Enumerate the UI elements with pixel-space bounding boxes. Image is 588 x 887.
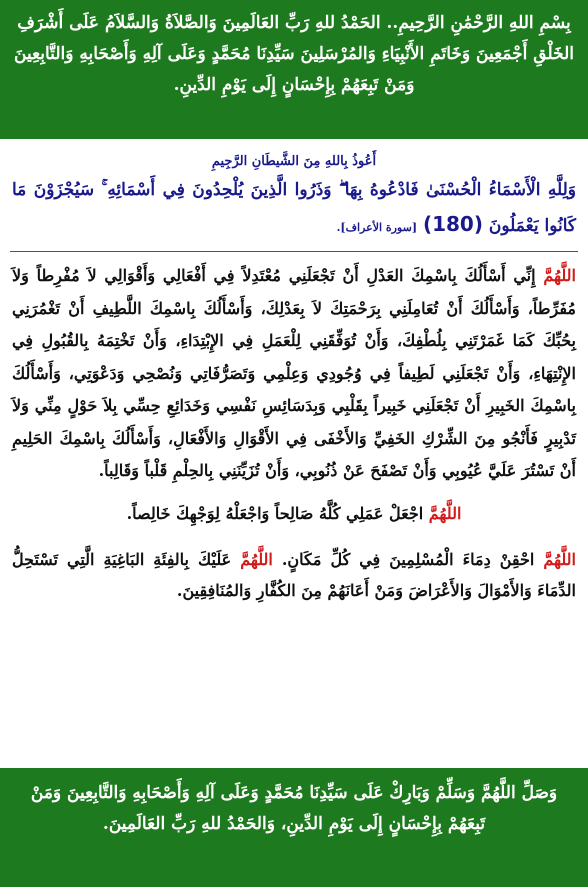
footer-box [0,768,588,887]
dua-third-text-a: احْقِنْ دِمَاءَ الْمُسْلِمِينَ فِي كُلِّ مَكَانٍ. [281,550,535,569]
dua-main [0,260,588,488]
header-text: بِسْمِ اللهِ الرَّحْمَٰنِ الرَّحِيمِ.. الحَمْدُ للهِ رَبِّ العَالَمِينَ وَالصَّلاَةُ وَالسَّلاَمُ عَلَى أَشْرَفِ الخَلْقِ أَجْمَعِينَ وَخَاتَمِ الأَنْبِيَاءِ وَالمُرْسَلِينَ سَيِّدِنَا مُحَمَّدٍ وَعَلَى آلِهِ وَأَصْحَابِهِ وَالتَّابِعِينَ وَمَنْ تَبِعَهُمْ بِإِحْسَانٍ إِلَى يَوْمِ الدِّينِ. [14,13,574,95]
header-box [0,0,588,139]
verse-number: (180) [422,212,483,236]
istiadha-line: أَعُوذُ بِاللهِ مِنَ الشَّيطَانِ الرَّجِيمِ [211,154,377,169]
dua-third [0,544,588,606]
verse-reference: [سورة الأعراف]. [336,221,418,234]
dua-third-text-b: عَلَيْكَ بِالفِئَةِ البَاغِيَةِ الَّتِي تَسْتَحِلُّ الدِّمَاءَ وَالأَمْوَالَ وَالأَعْرَاضَ وَمَنْ أَعَانَهُمْ مِنَ الكُفَّارِ وَالمُنَافِقِينَ. [12,550,576,600]
footer-text: وَصَلِّ اللَّهُمَّ وَسَلِّمْ وَبَارِكْ عَلَى سَيِّدِنَا مُحَمَّدٍ وَعَلَى آلِهِ وَأَصْحَابِهِ وَالتَّابِعِينَ وَمَنْ تَبِعَهُمْ بِإِحْسَانٍ إِلَى يَوْمِ الدِّينِ، وَالحَمْدُ للهِ رَبِّ العَالَمِينَ. [30,783,558,834]
divider [10,251,578,252]
dua-main-opening: اللَّهُمَّ [543,266,576,285]
dua-main-text: إِنِّي أَسْأَلُكَ بِاسْمِكَ العَدْلِ أَنْ تَجْعَلَنِي مُعْتَدِلاً فِي أَفْعَالِي وَأَقْوَالِي لاَ مُفْرِطاً وَلاَ مُفَرِّطاً، وَأَسْأَلُكَ أَنْ تُعَامِلَنِي بِرَحْمَتِكَ لاَ بِعَدْلِكَ، وَأَسْأَلُكَ بِاسْمِكَ اللَّطِيفِ أَنْ تَغْمُرَنِي بِحُبِّكَ كَمَا غَمَرْتَنِي بِلُطْفِكَ، وَأَنْ تُوَفِّقَنِي لِلْعَمَلِ فِي الإِبْتِدَاءِ، وَأَنْ تَخْتِمَهُ بِالقُبُولِ فِي الإِنْتِهَاءِ، وَأَنْ تَجْعَلَنِي لَطِيفاً فِي وُجُودِي وَعِلْمِي وَتَصَرُّفَاتِي وَنُصْحِي وَدَعْوَتِي، وَأَسْأَلُكَ بِاسْمِكَ الخَبِيرِ أَنْ تَجْعَلَنِي خَبِيراً بِقَلْبِي وَبِدَسَائِسِ نَفْسِي وَخَدَائِعِ حِسِّي بِلاَ حَوْلٍ مِنِّي وَلاَ تَدْبِيرٍ فَأَنْجُو مِنَ الشِّرْكِ الخَفِيِّ وَالأَخْفَى فِي الأَقْوَالِ وَالأَفْعَالِ، وَأَسْأَلُكَ بِاسْمِكَ الحَلِيمِ أَنْ تَسْتُرَ عَلَيَّ عُيُوبِي وَأَنْ تَصْفَحَ عَنْ ذُنُوبِي، وَأَنْ تُزَيِّنَنِي بِالحِلْمِ قَلْباً وَقَالِباً. [12,266,576,480]
verse-block [0,173,588,245]
dua-second [0,498,588,531]
verse-text: وَلِلَّهِ الْأَسْمَاءُ الْحُسْنَىٰ فَادْعُوهُ بِهَا ۖ وَذَرُوا الَّذِينَ يُلْحِدُونَ فِي أَسْمَائِهِ ۚ سَيُجْزَوْنَ مَا كَانُوا يَعْمَلُونَ [12,180,576,236]
dua-third-opening-b: اللَّهُمَّ [240,550,273,569]
dua-second-opening: اللَّهُمَّ [428,503,462,523]
dua-second-text: اجْعَلْ عَمَلِي كُلَّهُ صَالِحاً وَاجْعَلْهُ لِوَجْهِكَ خَالِصاً. [126,503,424,523]
dua-third-opening: اللَّهُمَّ [543,550,576,569]
